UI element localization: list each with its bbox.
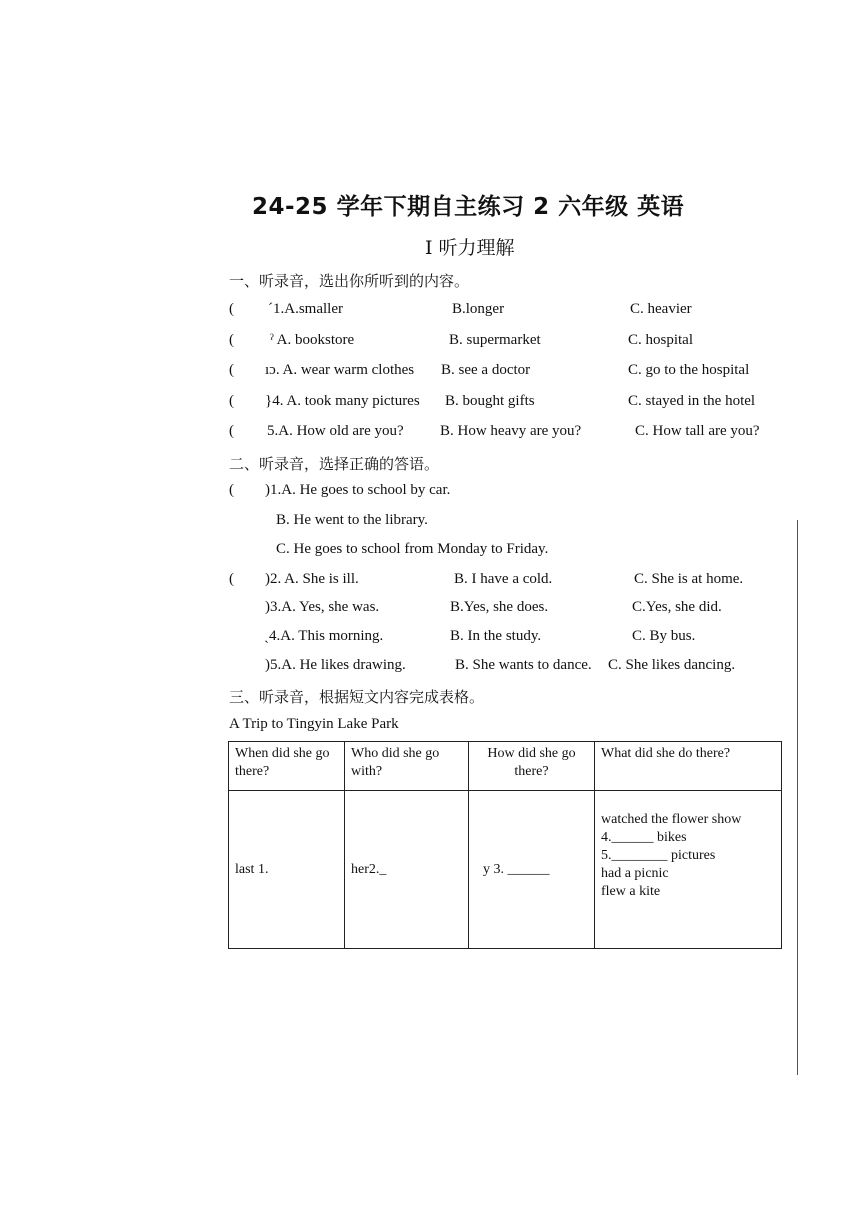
activity-item: 5.________ pictures xyxy=(601,848,716,863)
option-c: C. hospital xyxy=(628,332,694,348)
table-row xyxy=(229,791,782,949)
option-b: B. see a doctor xyxy=(441,362,531,378)
option-b: B. How heavy are you? xyxy=(440,423,582,439)
option-a: ˎ4.A. This morning. xyxy=(264,628,384,644)
header-who: Who did she go with? xyxy=(345,742,469,791)
option-b: B. supermarket xyxy=(449,332,541,348)
answer-paren: ( xyxy=(229,362,234,378)
option-c: C. heavier xyxy=(630,301,692,317)
option-b: B. bought gifts xyxy=(445,393,535,409)
table-caption: A Trip to Tingyin Lake Park xyxy=(229,716,399,732)
option-c: C. go to the hospital xyxy=(628,362,750,378)
option-c: C. He goes to school from Monday to Friday. xyxy=(276,541,549,557)
option-a: )1.A. He goes to school by car. xyxy=(265,482,451,498)
option-b: B. She wants to dance. xyxy=(455,657,592,673)
answer-paren: ( xyxy=(229,393,234,409)
part2-heading: 二、听录音，选择正确的答语。 xyxy=(229,455,440,473)
option-a: ˀ A. bookstore xyxy=(270,332,355,348)
option-c: C.Yes, she did. xyxy=(632,599,722,615)
activity-item: flew a kite xyxy=(601,884,661,899)
option-b: B.longer xyxy=(452,301,505,317)
answer-paren: ( xyxy=(229,332,234,348)
header-what: What did she do there? xyxy=(595,742,782,791)
option-c: C. By bus. xyxy=(632,628,696,644)
option-c: C. She likes dancing. xyxy=(608,657,736,673)
activity-item: had a picnic xyxy=(601,866,669,881)
cell-what xyxy=(595,791,782,949)
section-title: Ⅰ 听力理解 xyxy=(425,237,515,259)
option-a: )3.A. Yes, she was. xyxy=(265,599,380,615)
option-a: 5.A. How old are you? xyxy=(267,423,404,439)
cell-who: her2._ xyxy=(345,791,469,949)
option-a: )5.A. He likes drawing. xyxy=(265,657,406,673)
option-b: B. In the study. xyxy=(450,628,542,644)
option-a: }4. A. took many pictures xyxy=(265,393,420,409)
header-when: When did she go there? xyxy=(229,742,345,791)
activity-item: 4.______ bikes xyxy=(601,830,687,845)
option-c: C. stayed in the hotel xyxy=(628,393,756,409)
option-a: ´1.A.smaller xyxy=(268,301,343,317)
cell-when: last 1. xyxy=(229,791,345,949)
answer-paren: ( xyxy=(229,301,234,317)
page-title: 24-25 学年下期自主练习 2 六年级 英语 xyxy=(252,194,685,220)
option-b: B. He went to the library. xyxy=(276,512,428,528)
option-b: B. I have a cold. xyxy=(454,571,553,587)
answer-paren: ( xyxy=(229,571,234,587)
scan-edge-line xyxy=(797,520,798,1075)
answer-paren: ( xyxy=(229,423,234,439)
cell-how: y 3. ______ xyxy=(469,791,595,949)
option-c: C. How tall are you? xyxy=(635,423,760,439)
answer-paren: ( xyxy=(229,482,234,498)
option-c: C. She is at home. xyxy=(634,571,744,587)
part3-heading: 三、听录音，根据短文内容完成表格。 xyxy=(229,688,485,706)
header-how: How did she go there? xyxy=(469,742,595,791)
option-a: ıɔ. A. wear warm clothes xyxy=(265,362,415,378)
part1-heading: 一、听录音，选出你所听到的内容。 xyxy=(229,272,470,290)
option-b: B.Yes, she does. xyxy=(450,599,549,615)
trip-table xyxy=(228,741,782,949)
option-a: )2. A. She is ill. xyxy=(265,571,359,587)
table-header-row xyxy=(229,742,782,791)
activity-item: watched the flower show xyxy=(601,812,742,827)
